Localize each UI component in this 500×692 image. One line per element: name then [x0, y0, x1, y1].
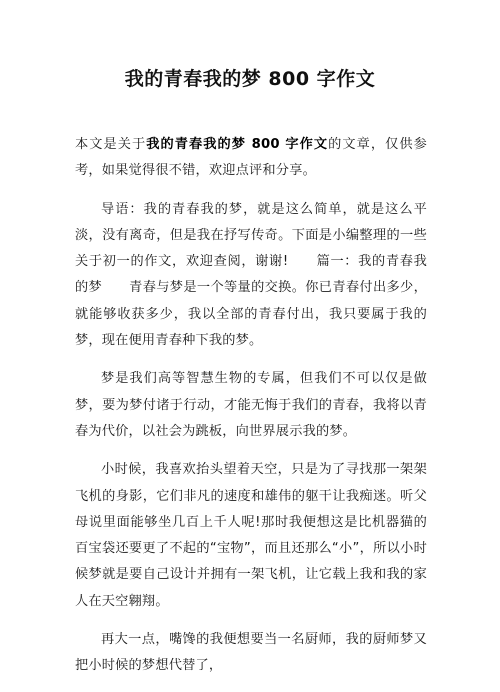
paragraph-guide: 导语：我的青春我的梦，就是这么简单，就是这么平淡，没有离奇，但是我在抒写传奇。下面是小编整理的一些关于初一的作文，欢迎查阅，谢谢! 篇一：我的青春我的梦 青春与梦是一个等量的交换。你已青春付出多少，就能够收获多少，我以全部的青春付出，我只要属于我的梦，现在便用青春种下我的梦。 [75, 201, 427, 349]
article-title: 我的青春我的梦 800 字作文 [124, 68, 376, 90]
paragraph-older: 再大一点，嘴馋的我便想要当一名厨师，我的厨师梦又把小时候的梦想代替了， [75, 632, 427, 674]
intro-bold-title: 我的青春我的梦 800 字作文 [146, 137, 329, 152]
intro-prefix: 本文是关于 [75, 137, 147, 152]
intro-paragraph [75, 132, 427, 185]
intro-suffix: 的文章，仅供参考，如果觉得很不错，欢迎点评和分享。 [75, 137, 427, 179]
paragraph-dream: 梦是我们高等智慧生物的专属，但我们不可以仅是做梦，要为梦付诸于行动，才能无悔于我们的青春，我将以青春为代价，以社会为跳板，向世界展示我的梦。 [75, 371, 427, 439]
paragraph-childhood: 小时候，我喜欢抬头望着天空，只是为了寻找那一架架飞机的身影，它们非凡的速度和雄伟的躯干让我痴迷。听父母说里面能够坐几百上千人呢!那时我便想这是比机器猫的百宝袋还要更了不起的“宝物”，而且还那么“小”，所以小时候梦就是要自己设计并拥有一架飞机，让它载上我和我的家人在天空翱翔。 [75, 462, 427, 609]
article-body [75, 132, 427, 692]
